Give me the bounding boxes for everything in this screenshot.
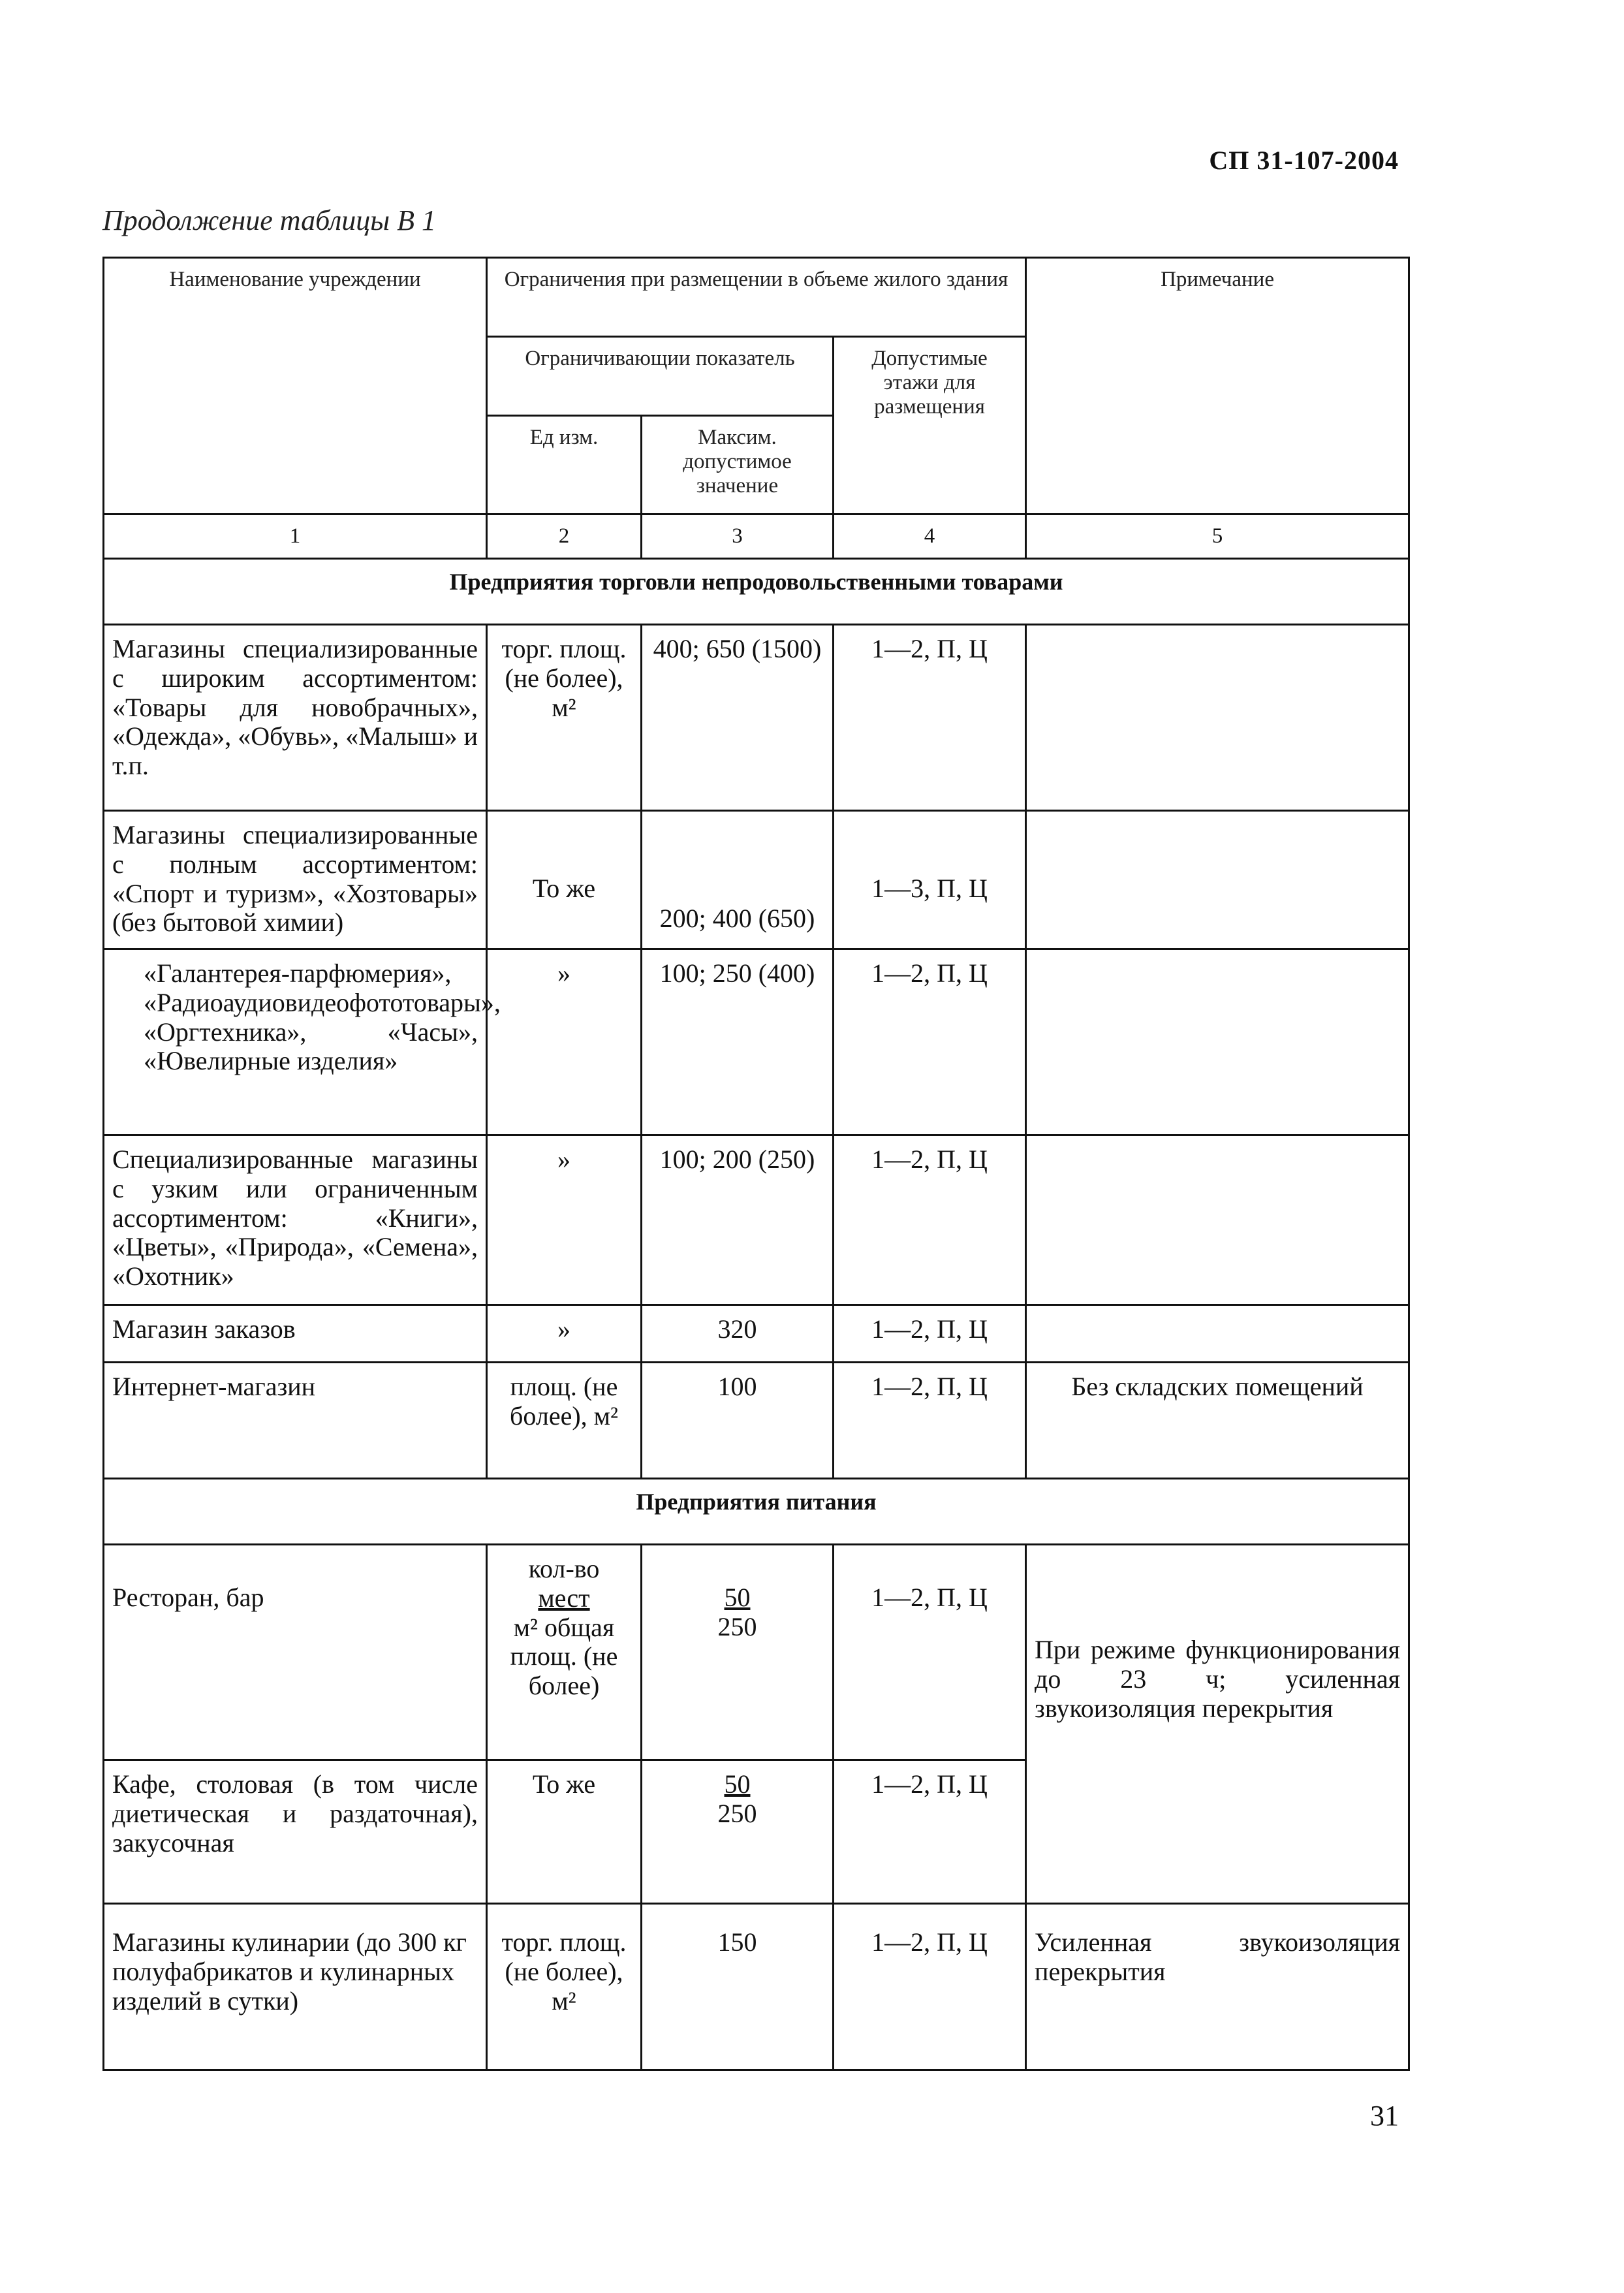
header-indicator: Ограничивающии показатель xyxy=(487,337,834,416)
row-max: 150 xyxy=(642,1903,834,2070)
row-max: 100; 250 (400) xyxy=(642,949,834,1135)
row-unit: » xyxy=(487,1135,642,1305)
section-row xyxy=(104,558,1409,624)
row-max: 100; 200 (250) xyxy=(642,1135,834,1305)
max-denominator: 250 xyxy=(717,1611,757,1641)
row-note: Без складских помещений xyxy=(1026,1362,1409,1478)
row-name: Магазины специализированные с широким ассортиментом: «Товары для новобрачных», «Одежда», «Обувь», «Малыш» и т.п. xyxy=(104,624,487,810)
document-code: СП 31-107-2004 xyxy=(1209,146,1399,175)
row-name: Кафе, столовая (в том числе диетическая и раздаточная), закусочная xyxy=(104,1760,487,1903)
row-max: 200; 400 (650) xyxy=(642,810,834,949)
row-unit xyxy=(487,1544,642,1760)
column-number: 4 xyxy=(834,514,1026,559)
table-row xyxy=(104,1362,1409,1478)
row-max: 400; 650 (1500) xyxy=(642,624,834,810)
row-note xyxy=(1026,1305,1409,1362)
table-row xyxy=(104,1544,1409,1760)
row-name: Ресторан, бар xyxy=(104,1544,487,1760)
section-row xyxy=(104,1478,1409,1544)
row-name: Магазины специализированные с полным ассортиментом: «Спорт и туризм», «Хозтовары» (без бытовой химии) xyxy=(104,810,487,949)
row-floors: 1—2, П, Ц xyxy=(834,1760,1026,1903)
row-name: Магазин заказов xyxy=(104,1305,487,1362)
row-note xyxy=(1026,949,1409,1135)
row-unit: торг. площ. (не более), м² xyxy=(487,624,642,810)
header-floors: Допустимые этажи для размещения xyxy=(834,337,1026,514)
table-row xyxy=(104,810,1409,949)
section-title: Предприятия питания xyxy=(104,1478,1409,1544)
column-number: 2 xyxy=(487,514,642,559)
row-name: «Галантерея-парфюмерия», «Радиоаудиовидеофототовары», «Оргтехника», «Часы», «Ювелирные изделия» xyxy=(104,949,487,1135)
row-note xyxy=(1026,1135,1409,1305)
row-note xyxy=(1026,810,1409,949)
row-note xyxy=(1026,624,1409,810)
table-row xyxy=(104,1903,1409,2070)
row-floors: 1—2, П, Ц xyxy=(834,1903,1026,2070)
unit-top: кол-во xyxy=(528,1553,600,1583)
table-row xyxy=(104,1305,1409,1362)
max-numerator: 50 xyxy=(724,1769,751,1799)
row-name: Специализированные магазины с узким или ограниченным ассортиментом: «Книги», «Цветы», «Природа», «Семена», «Охотник» xyxy=(104,1135,487,1305)
row-max xyxy=(642,1760,834,1903)
row-floors: 1—2, П, Ц xyxy=(834,1362,1026,1478)
row-name: Магазины кулинарии (до 300 кг полуфабрикатов и кулинарных изделий в сутки) xyxy=(104,1903,487,2070)
header-unit: Ед изм. xyxy=(487,416,642,514)
column-number: 5 xyxy=(1026,514,1409,559)
column-number: 1 xyxy=(104,514,487,559)
row-floors: 1—2, П, Ц xyxy=(834,624,1026,810)
table-caption: Продолжение таблицы В 1 xyxy=(102,204,436,236)
column-number: 3 xyxy=(642,514,834,559)
row-unit: То же xyxy=(487,810,642,949)
row-floors: 1—2, П, Ц xyxy=(834,1135,1026,1305)
row-unit: » xyxy=(487,949,642,1135)
row-floors: 1—3, П, Ц xyxy=(834,810,1026,949)
row-floors: 1—2, П, Ц xyxy=(834,1544,1026,1760)
table-row xyxy=(104,624,1409,810)
row-floors: 1—2, П, Ц xyxy=(834,949,1026,1135)
table-row xyxy=(104,1135,1409,1305)
header-limits: Ограничения при размещении в объеме жилого здания xyxy=(487,258,1026,337)
row-floors: 1—2, П, Ц xyxy=(834,1305,1026,1362)
row-name: Интернет-магазин xyxy=(104,1362,487,1478)
unit-rest: м² общая площ. (не более) xyxy=(510,1612,618,1701)
table-row xyxy=(104,949,1409,1135)
row-max xyxy=(642,1544,834,1760)
header-note: Примечание xyxy=(1026,258,1409,514)
row-unit: То же xyxy=(487,1760,642,1903)
row-unit: » xyxy=(487,1305,642,1362)
row-max: 320 xyxy=(642,1305,834,1362)
header-name: Наименование учреждении xyxy=(104,258,487,514)
row-note: Усиленная звукоизоляция перекрытия xyxy=(1026,1903,1409,2070)
row-note: При режиме функционирования до 23 ч; усиленная звукоизоляция перекрытия xyxy=(1026,1544,1409,1903)
page-number: 31 xyxy=(1370,2100,1399,2132)
header-max: Максим. допустимое значение xyxy=(642,416,834,514)
row-max: 100 xyxy=(642,1362,834,1478)
section-title: Предприятия торговли непродовольственными товарами xyxy=(104,558,1409,624)
max-numerator: 50 xyxy=(724,1582,751,1612)
unit-underlined: мест xyxy=(538,1583,590,1613)
max-denominator: 250 xyxy=(717,1798,757,1828)
row-unit: площ. (не более), м² xyxy=(487,1362,642,1478)
column-number-row xyxy=(104,514,1409,559)
header-row xyxy=(104,258,1409,337)
regulation-table xyxy=(102,257,1410,2071)
row-unit: торг. площ. (не более), м² xyxy=(487,1903,642,2070)
